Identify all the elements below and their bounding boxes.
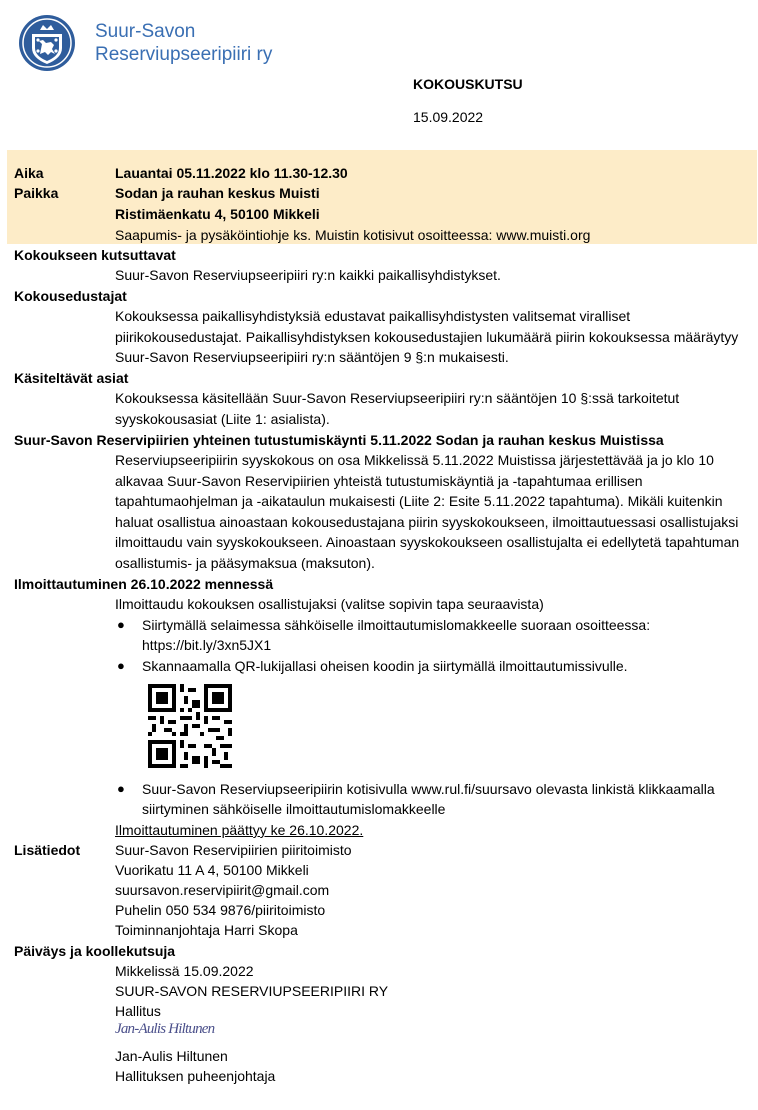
date-place: Mikkelissä 15.09.2022 (115, 963, 254, 979)
register-option-qr: Skannaamalla QR-lukijallasi oheisen koodin ja siirtymällä ilmoittautumissivulle. (142, 658, 628, 674)
info-email[interactable]: suursavon.reservipiirit@gmail.com (115, 882, 330, 898)
delegates-text: Kokouksessa paikallisyhdistyksiä edustavat paikallisyhdistysten valitsemat viralliset piirikokousedustajat. Paikallisyhdistyksen kokousedustajien lukumäärä piirin kokouksessa määräytyy Suur-Savon Reserviupseeripiiri ry:n sääntöjen 9 §:n mukaisesti. (115, 308, 739, 365)
register-heading: Ilmoittautuminen 26.10.2022 mennessä (14, 576, 274, 592)
place-line3: Saapumis- ja pysäköintiohje ks. Muistin kotisivut osoitteessa: www.muisti.org (115, 227, 591, 243)
invited-text: Suur-Savon Reserviupseeripiiri ry:n kaikki paikallisyhdistykset. (115, 267, 501, 283)
info-line: Toiminnanjohtaja Harri Skopa (115, 922, 298, 938)
org-name-line2: Reserviupseeripiiri ry (95, 44, 273, 65)
bullet-dot: ● (117, 658, 125, 673)
signer-name: Jan-Aulis Hiltunen (115, 1048, 228, 1064)
date-heading: Päiväys ja koollekutsuja (14, 943, 176, 959)
visit-text: Reserviupseeripiirin syyskokous on osa Mikkelissä 5.11.2022 Muistissa järjestettävää ja jo klo 10 alkavaa Suur-Savon Reservipiirien yhteistä tutustumiskäyntiä ja -tapahtumaa erillisen tapahtumaohjelman ja -aikataulun mukaisesti (Liite 2: Esite 5.11.2022 tapahtuma). Mikäli kuitenkin haluat osallistua ainoastaan kokousedustajana piirin syyskokoukseen, ilmoittautuessasi osallistujaksi ilmoittaudu vain syyskokoukseen. Ainoastaan syyskokoukseen osallistujalta ei edellytetä tapahtuman osallistumis- ja pääsymaksua (maksuton). (115, 452, 740, 571)
date-org: SUUR-SAVON RESERVIUPSEERIPIIRI RY (115, 983, 389, 999)
time-label: Aika (14, 165, 44, 181)
matters-text: Kokouksessa käsitellään Suur-Savon Reserviupseeripiiri ry:n sääntöjen 10 §:ssä tarkoitetut syyskokousasiat (Liite 1: asialista). (115, 390, 680, 427)
visit-heading: Suur-Savon Reservipiirien yhteinen tutustumiskäynti 5.11.2022 Sodan ja rauhan keskus Muistissa (14, 432, 664, 448)
bullet-dot: ● (117, 781, 125, 796)
info-line: Vuorikatu 11 A 4, 50100 Mikkeli (115, 862, 309, 878)
register-deadline-note: Ilmoittautuminen päättyy ke 26.10.2022. (115, 822, 364, 838)
invited-heading: Kokoukseen kutsuttavat (14, 247, 176, 263)
bullet-dot: ● (117, 617, 125, 632)
matters-heading: Käsiteltävät asiat (14, 370, 129, 386)
handwritten-signature: Jan-Aulis Hiltunen (115, 1021, 215, 1037)
org-name-line1: Suur-Savon (95, 21, 196, 42)
signer-title: Hallituksen puheenjohtaja (115, 1068, 276, 1084)
qr-code[interactable] (148, 684, 232, 768)
info-line: Puhelin 050 534 9876/piiritoimisto (115, 902, 326, 918)
organization-name (95, 20, 272, 66)
document-type: KOKOUSKUTSU (413, 76, 523, 92)
time-value: Lauantai 05.11.2022 klo 11.30-12.30 (115, 165, 348, 181)
delegates-heading: Kokousedustajat (14, 288, 127, 304)
register-option-link: Siirtymällä selaimessa sähköiselle ilmoittautumislomakkeelle suoraan osoitteessa: https://bit.ly/3xn5JX1 (142, 617, 651, 653)
place-label: Paikka (14, 185, 59, 201)
date-board: Hallitus (115, 1003, 161, 1019)
register-intro: Ilmoittaudu kokouksen osallistujaksi (valitse sopivin tapa seuraavista) (115, 596, 544, 612)
place-line2: Ristimäenkatu 4, 50100 Mikkeli (115, 206, 320, 222)
info-line: Suur-Savon Reservipiirien piiritoimisto (115, 842, 352, 858)
info-heading: Lisätiedot (14, 842, 81, 858)
document-date: 15.09.2022 (413, 109, 484, 125)
lion-crest-logo (18, 14, 76, 72)
place-line1: Sodan ja rauhan keskus Muisti (115, 185, 320, 201)
register-option-homepage: Suur-Savon Reserviupseeripiirin kotisivulla www.rul.fi/suursavo olevasta linkistä klikkaamalla siirtyminen sähköiselle ilmoittautumislomakkeelle (142, 781, 715, 817)
